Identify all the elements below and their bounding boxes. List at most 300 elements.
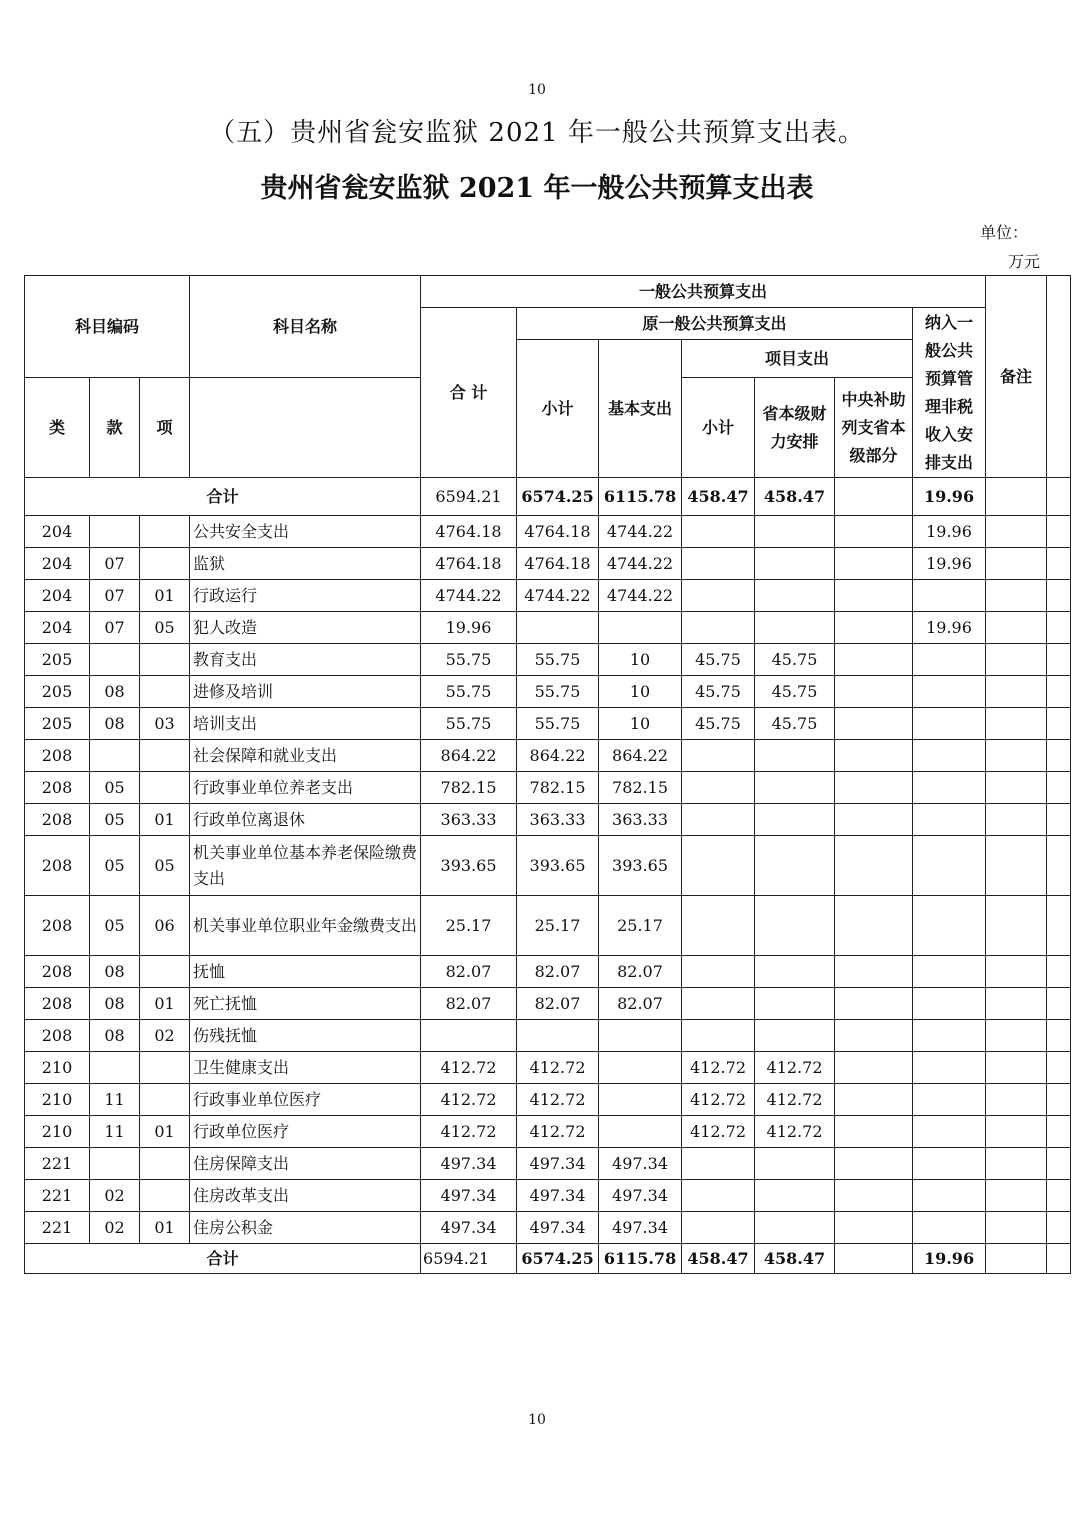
item-code-cell: 05	[140, 612, 190, 644]
page-number-bottom: 10	[528, 1412, 546, 1428]
section-code-cell: 11	[90, 1084, 140, 1116]
subtotal-cell: 55.75	[517, 644, 599, 676]
header-nontax-income	[913, 308, 986, 478]
project-subtotal-cell: 412.72	[682, 1084, 755, 1116]
remarks-cell	[986, 1084, 1047, 1116]
central-cell	[835, 1180, 913, 1212]
header-central-subsidy	[835, 378, 913, 478]
table-row	[25, 740, 1071, 772]
subtotal-cell: 6574.25	[517, 478, 599, 516]
section-code-cell: 07	[90, 580, 140, 612]
basic-cell: 497.34	[599, 1148, 682, 1180]
nontax-cell	[913, 1148, 986, 1180]
extra-cell	[1047, 548, 1071, 580]
total-cell: 82.07	[421, 988, 517, 1020]
item-code-cell	[140, 548, 190, 580]
remarks-cell	[986, 548, 1047, 580]
subtotal-cell: 497.34	[517, 1148, 599, 1180]
extra-cell	[1047, 956, 1071, 988]
provincial-cell	[755, 804, 835, 836]
item-code-cell	[140, 516, 190, 548]
provincial-cell	[755, 1180, 835, 1212]
section-code-cell: 08	[90, 988, 140, 1020]
section-code-cell: 08	[90, 956, 140, 988]
section-code-cell: 02	[90, 1180, 140, 1212]
nontax-cell: 19.96	[913, 516, 986, 548]
item-code-cell	[140, 740, 190, 772]
subject-name-cell: 培训支出	[190, 708, 421, 740]
remarks-cell	[986, 478, 1047, 516]
total-cell	[421, 1020, 517, 1052]
provincial-cell	[755, 836, 835, 896]
nontax-cell	[913, 836, 986, 896]
extra-cell	[1047, 580, 1071, 612]
table-row	[25, 988, 1071, 1020]
class-code-cell: 221	[25, 1148, 90, 1180]
remarks-cell	[986, 1148, 1047, 1180]
basic-cell: 25.17	[599, 896, 682, 956]
central-cell	[835, 708, 913, 740]
project-subtotal-cell	[682, 956, 755, 988]
central-cell	[835, 804, 913, 836]
total-row-top	[25, 478, 1071, 516]
header-item: 项	[140, 378, 190, 478]
extra-cell	[1047, 896, 1071, 956]
basic-cell: 497.34	[599, 1212, 682, 1244]
extra-cell	[1047, 836, 1071, 896]
remarks-cell	[986, 644, 1047, 676]
project-subtotal-cell	[682, 580, 755, 612]
total-cell: 363.33	[421, 804, 517, 836]
subject-name-cell: 行政单位离退休	[190, 804, 421, 836]
class-code-cell: 208	[25, 896, 90, 956]
class-code-cell: 221	[25, 1212, 90, 1244]
central-cell	[835, 644, 913, 676]
basic-cell	[599, 1052, 682, 1084]
project-subtotal-cell: 412.72	[682, 1052, 755, 1084]
extra-cell	[1047, 1020, 1071, 1052]
item-code-cell	[140, 1180, 190, 1212]
remarks-cell	[986, 1116, 1047, 1148]
section-code-cell	[90, 644, 140, 676]
header-provincial-finance-text: 省本级财力安排	[762, 403, 827, 451]
table-row	[25, 836, 1071, 896]
section-code-cell: 02	[90, 1212, 140, 1244]
subject-name-cell: 公共安全支出	[190, 516, 421, 548]
section-heading: （五）贵州省瓮安监狱 2021 年一般公共预算支出表。	[209, 118, 865, 148]
project-subtotal-cell: 45.75	[682, 708, 755, 740]
subtotal-cell: 82.07	[517, 956, 599, 988]
nontax-cell	[913, 988, 986, 1020]
provincial-cell	[755, 548, 835, 580]
section-code-cell: 07	[90, 612, 140, 644]
class-code-cell: 204	[25, 612, 90, 644]
item-code-cell: 01	[140, 804, 190, 836]
nontax-cell	[913, 1212, 986, 1244]
extra-cell	[1047, 1244, 1071, 1274]
item-code-cell: 01	[140, 580, 190, 612]
subject-name-cell: 行政事业单位医疗	[190, 1084, 421, 1116]
provincial-cell: 45.75	[755, 676, 835, 708]
section-code-cell	[90, 1052, 140, 1084]
nontax-cell	[913, 804, 986, 836]
subject-name-cell: 教育支出	[190, 644, 421, 676]
remarks-cell	[986, 896, 1047, 956]
header-section: 款	[90, 378, 140, 478]
extra-cell	[1047, 676, 1071, 708]
central-cell	[835, 1244, 913, 1274]
subtotal-cell	[517, 612, 599, 644]
item-code-cell: 06	[140, 896, 190, 956]
total-cell: 393.65	[421, 836, 517, 896]
header-remarks: 备注	[986, 276, 1047, 478]
class-code-cell: 208	[25, 836, 90, 896]
nontax-cell	[913, 1052, 986, 1084]
section-code-cell: 05	[90, 896, 140, 956]
basic-cell: 10	[599, 644, 682, 676]
subject-name-cell: 住房保障支出	[190, 1148, 421, 1180]
nontax-cell	[913, 772, 986, 804]
extra-cell	[1047, 644, 1071, 676]
subtotal-cell: 55.75	[517, 676, 599, 708]
project-subtotal-cell	[682, 548, 755, 580]
central-cell	[835, 836, 913, 896]
extra-cell	[1047, 1148, 1071, 1180]
header-code-group: 科目编码	[25, 276, 190, 378]
total-cell: 4764.18	[421, 516, 517, 548]
central-cell	[835, 740, 913, 772]
remarks-cell	[986, 1212, 1047, 1244]
subject-name-cell: 卫生健康支出	[190, 1052, 421, 1084]
total-cell: 6594.21	[421, 478, 517, 516]
subtotal-cell: 393.65	[517, 836, 599, 896]
item-code-cell	[140, 956, 190, 988]
basic-cell	[599, 1020, 682, 1052]
project-subtotal-cell	[682, 1020, 755, 1052]
project-subtotal-cell	[682, 1180, 755, 1212]
subject-name-cell: 伤残抚恤	[190, 1020, 421, 1052]
table-row	[25, 1148, 1071, 1180]
basic-cell: 10	[599, 708, 682, 740]
total-cell: 55.75	[421, 644, 517, 676]
table-row	[25, 548, 1071, 580]
subject-name-cell: 社会保障和就业支出	[190, 740, 421, 772]
unit-label: 单位：	[979, 223, 1028, 242]
central-cell	[835, 580, 913, 612]
provincial-cell	[755, 612, 835, 644]
nontax-cell	[913, 740, 986, 772]
total-cell: 412.72	[421, 1084, 517, 1116]
table-row	[25, 580, 1071, 612]
header-name-blank	[190, 378, 421, 478]
subtotal-cell: 412.72	[517, 1116, 599, 1148]
project-subtotal-cell	[682, 516, 755, 548]
class-code-cell: 210	[25, 1084, 90, 1116]
provincial-cell: 45.75	[755, 644, 835, 676]
section-code-cell: 08	[90, 1020, 140, 1052]
item-code-cell	[140, 1052, 190, 1084]
basic-cell: 4744.22	[599, 516, 682, 548]
table-row	[25, 1052, 1071, 1084]
extra-cell	[1047, 740, 1071, 772]
basic-cell	[599, 1084, 682, 1116]
project-subtotal-cell	[682, 804, 755, 836]
total-cell: 6594.21	[421, 1244, 517, 1274]
central-cell	[835, 1020, 913, 1052]
subject-name-cell: 抚恤	[190, 956, 421, 988]
class-code-cell: 208	[25, 956, 90, 988]
header-central-subsidy-text: 中央补助列支省本级部分	[841, 389, 906, 465]
project-subtotal-cell	[682, 836, 755, 896]
central-cell	[835, 478, 913, 516]
provincial-cell	[755, 956, 835, 988]
item-code-cell: 01	[140, 988, 190, 1020]
basic-cell: 6115.78	[599, 478, 682, 516]
header-subtotal: 小计	[517, 340, 599, 478]
extra-cell	[1047, 1052, 1071, 1084]
subtotal-cell: 4764.18	[517, 516, 599, 548]
central-cell	[835, 988, 913, 1020]
table-row	[25, 1212, 1071, 1244]
provincial-cell: 458.47	[755, 478, 835, 516]
table-row	[25, 1116, 1071, 1148]
section-code-cell: 05	[90, 772, 140, 804]
section-code-cell	[90, 1148, 140, 1180]
central-cell	[835, 1116, 913, 1148]
total-cell: 864.22	[421, 740, 517, 772]
total-cell: 497.34	[421, 1212, 517, 1244]
basic-cell: 82.07	[599, 956, 682, 988]
subject-name-cell: 住房公积金	[190, 1212, 421, 1244]
table-title: 贵州省瓮安监狱 2021 年一般公共预算支出表	[260, 173, 814, 204]
basic-cell: 363.33	[599, 804, 682, 836]
header-class: 类	[25, 378, 90, 478]
nontax-cell	[913, 1084, 986, 1116]
remarks-cell	[986, 612, 1047, 644]
page-number-top: 10	[528, 82, 546, 98]
section-code-cell: 08	[90, 708, 140, 740]
nontax-cell	[913, 644, 986, 676]
class-code-cell: 208	[25, 988, 90, 1020]
provincial-cell	[755, 580, 835, 612]
extra-cell	[1047, 612, 1071, 644]
class-code-cell: 204	[25, 548, 90, 580]
class-code-cell: 208	[25, 740, 90, 772]
provincial-cell	[755, 1020, 835, 1052]
subtotal-cell	[517, 1020, 599, 1052]
central-cell	[835, 548, 913, 580]
section-code-cell: 11	[90, 1116, 140, 1148]
section-code-cell: 07	[90, 548, 140, 580]
provincial-cell: 412.72	[755, 1084, 835, 1116]
provincial-cell	[755, 1212, 835, 1244]
nontax-cell	[913, 1116, 986, 1148]
nontax-cell	[913, 676, 986, 708]
project-subtotal-cell	[682, 988, 755, 1020]
remarks-cell	[986, 1180, 1047, 1212]
item-code-cell	[140, 772, 190, 804]
header-basic-expense: 基本支出	[599, 340, 682, 478]
header-original-budget: 原一般公共预算支出	[517, 308, 913, 340]
subtotal-cell: 6574.25	[517, 1244, 599, 1274]
project-subtotal-cell	[682, 896, 755, 956]
section-code-cell	[90, 740, 140, 772]
basic-cell: 4744.22	[599, 548, 682, 580]
nontax-cell	[913, 896, 986, 956]
project-subtotal-cell	[682, 772, 755, 804]
project-subtotal-cell	[682, 740, 755, 772]
extra-cell	[1047, 1116, 1071, 1148]
header-nontax-income-text: 纳入一般公共预算管理非税收入安排支出	[925, 312, 974, 472]
total-cell: 19.96	[421, 612, 517, 644]
table-row	[25, 644, 1071, 676]
table-row	[25, 516, 1071, 548]
subtotal-cell: 4744.22	[517, 580, 599, 612]
subtotal-cell: 497.34	[517, 1212, 599, 1244]
section-code-cell: 05	[90, 804, 140, 836]
nontax-cell: 19.96	[913, 548, 986, 580]
remarks-cell	[986, 580, 1047, 612]
subtotal-cell: 497.34	[517, 1180, 599, 1212]
extra-cell	[1047, 478, 1071, 516]
item-code-cell: 05	[140, 836, 190, 896]
nontax-cell	[913, 1020, 986, 1052]
nontax-cell	[913, 956, 986, 988]
class-code-cell: 208	[25, 1020, 90, 1052]
total-label: 合计	[25, 478, 421, 516]
central-cell	[835, 676, 913, 708]
basic-cell: 393.65	[599, 836, 682, 896]
basic-cell: 782.15	[599, 772, 682, 804]
subtotal-cell: 412.72	[517, 1084, 599, 1116]
remarks-cell	[986, 676, 1047, 708]
remarks-cell	[986, 772, 1047, 804]
project-subtotal-cell	[682, 1148, 755, 1180]
central-cell	[835, 1084, 913, 1116]
header-name: 科目名称	[190, 276, 421, 378]
central-cell	[835, 516, 913, 548]
provincial-cell	[755, 1148, 835, 1180]
remarks-cell	[986, 988, 1047, 1020]
central-cell	[835, 772, 913, 804]
extra-cell	[1047, 516, 1071, 548]
unit-value: 万元	[1007, 252, 1040, 271]
subject-name-cell: 行政运行	[190, 580, 421, 612]
class-code-cell: 210	[25, 1116, 90, 1148]
total-cell: 497.34	[421, 1148, 517, 1180]
table-row	[25, 1084, 1071, 1116]
basic-cell: 864.22	[599, 740, 682, 772]
nontax-cell: 19.96	[913, 612, 986, 644]
basic-cell: 4744.22	[599, 580, 682, 612]
item-code-cell	[140, 676, 190, 708]
basic-cell: 82.07	[599, 988, 682, 1020]
total-cell: 55.75	[421, 708, 517, 740]
table-row	[25, 804, 1071, 836]
total-label: 合计	[25, 1244, 421, 1274]
subtotal-cell: 864.22	[517, 740, 599, 772]
subtotal-cell: 82.07	[517, 988, 599, 1020]
extra-cell	[1047, 1212, 1071, 1244]
subtotal-cell: 363.33	[517, 804, 599, 836]
subtotal-cell: 4764.18	[517, 548, 599, 580]
table-row	[25, 1020, 1071, 1052]
item-code-cell: 01	[140, 1116, 190, 1148]
project-subtotal-cell	[682, 1212, 755, 1244]
central-cell	[835, 1052, 913, 1084]
subtotal-cell: 55.75	[517, 708, 599, 740]
extra-cell	[1047, 1180, 1071, 1212]
class-code-cell: 208	[25, 804, 90, 836]
provincial-cell: 412.72	[755, 1052, 835, 1084]
remarks-cell	[986, 956, 1047, 988]
provincial-cell	[755, 516, 835, 548]
header-project-expense: 项目支出	[682, 340, 913, 378]
project-subtotal-cell: 412.72	[682, 1116, 755, 1148]
item-code-cell: 01	[140, 1212, 190, 1244]
central-cell	[835, 612, 913, 644]
item-code-cell: 03	[140, 708, 190, 740]
class-code-cell: 221	[25, 1180, 90, 1212]
subject-name-cell: 进修及培训	[190, 676, 421, 708]
central-cell	[835, 896, 913, 956]
remarks-cell	[986, 1052, 1047, 1084]
basic-cell: 6115.78	[599, 1244, 682, 1274]
total-cell: 782.15	[421, 772, 517, 804]
central-cell	[835, 1212, 913, 1244]
item-code-cell	[140, 1084, 190, 1116]
extra-cell	[1047, 708, 1071, 740]
remarks-cell	[986, 1020, 1047, 1052]
provincial-cell: 412.72	[755, 1116, 835, 1148]
subject-name-cell: 行政单位医疗	[190, 1116, 421, 1148]
nontax-cell	[913, 580, 986, 612]
table-row	[25, 708, 1071, 740]
header-extra-column	[1047, 276, 1071, 478]
subject-name-cell: 死亡抚恤	[190, 988, 421, 1020]
basic-cell: 497.34	[599, 1180, 682, 1212]
total-cell: 412.72	[421, 1116, 517, 1148]
project-subtotal-cell: 458.47	[682, 1244, 755, 1274]
subtotal-cell: 25.17	[517, 896, 599, 956]
provincial-cell	[755, 896, 835, 956]
project-subtotal-cell	[682, 612, 755, 644]
subject-name-cell: 机关事业单位职业年金缴费支出	[190, 896, 421, 956]
provincial-cell	[755, 772, 835, 804]
remarks-cell	[986, 804, 1047, 836]
table-row	[25, 772, 1071, 804]
project-subtotal-cell: 458.47	[682, 478, 755, 516]
class-code-cell: 210	[25, 1052, 90, 1084]
budget-table	[24, 275, 1071, 1274]
remarks-cell	[986, 836, 1047, 896]
total-cell: 82.07	[421, 956, 517, 988]
class-code-cell: 205	[25, 708, 90, 740]
total-cell: 497.34	[421, 1180, 517, 1212]
item-code-cell	[140, 1148, 190, 1180]
class-code-cell: 208	[25, 772, 90, 804]
subtotal-cell: 782.15	[517, 772, 599, 804]
project-subtotal-cell: 45.75	[682, 676, 755, 708]
header-project-subtotal: 小计	[682, 378, 755, 478]
remarks-cell	[986, 740, 1047, 772]
subject-name-cell: 行政事业单位养老支出	[190, 772, 421, 804]
subject-name-cell: 犯人改造	[190, 612, 421, 644]
remarks-cell	[986, 516, 1047, 548]
class-code-cell: 204	[25, 516, 90, 548]
nontax-cell	[913, 708, 986, 740]
item-code-cell: 02	[140, 1020, 190, 1052]
